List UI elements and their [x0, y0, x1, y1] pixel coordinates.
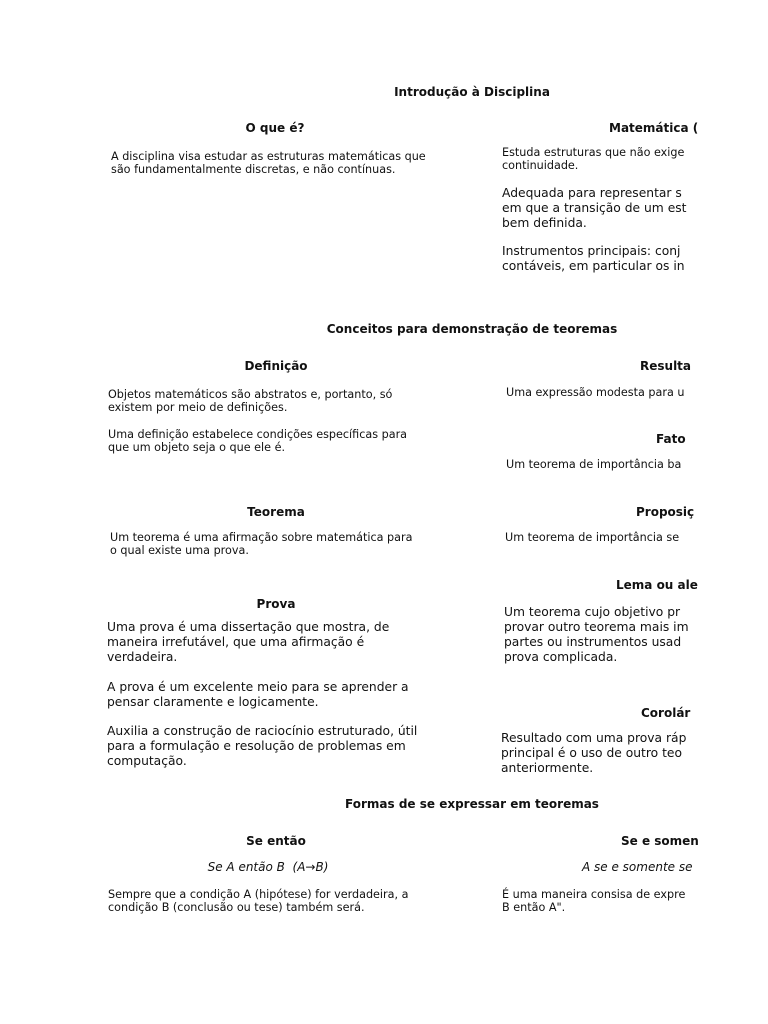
- section-title-formas: Formas de se expressar em teoremas: [345, 797, 599, 811]
- text-teorema: Um teorema é uma afirmação sobre matemática para o qual existe uma prova.: [110, 531, 413, 557]
- heading-lema: Lema ou ale: [616, 578, 698, 592]
- text-se-entao: Sempre que a condição A (hipótese) for verdadeira, a condição B (conclusão ou tese) também será.: [108, 888, 409, 914]
- text-corolario: Resultado com uma prova ráp principal é o uso de outro teo anteriormente.: [501, 731, 687, 775]
- heading-proposicao: Proposiç: [636, 505, 695, 519]
- heading-teorema: Teorema: [247, 505, 305, 519]
- text-prova-p3: Auxilia a construção de raciocínio estruturado, útil para a formulação e resolução de problemas em computação.: [107, 724, 418, 768]
- text-prova-p1: Uma prova é uma dissertação que mostra, de maneira irrefutável, que uma afirmação é verdadeira.: [107, 620, 390, 664]
- text-lema: Um teorema cujo objetivo pr provar outro teorema mais im partes ou instrumentos usad prova complicada.: [504, 605, 689, 664]
- text-prova-p2: A prova é um excelente meio para se aprender a pensar claramente e logicamente.: [107, 680, 409, 709]
- heading-o-que-e: O que é?: [245, 121, 305, 135]
- formula-se-e-somente-se: A se e somente se: [582, 860, 693, 874]
- heading-resultado: Resulta: [640, 359, 692, 373]
- text-resultado: Uma expressão modesta para u: [506, 386, 685, 399]
- text-matematica-p1: Estuda estruturas que não exige continuidade.: [502, 146, 685, 172]
- heading-se-entao: Se então: [246, 834, 306, 848]
- text-matematica-p3: Instrumentos principais: conj contáveis, em particular os in: [502, 244, 685, 273]
- heading-fato: Fato: [656, 432, 686, 446]
- text-definicao-p1: Objetos matemáticos são abstratos e, portanto, só existem por meio de definições.: [108, 388, 393, 414]
- text-matematica-p2: Adequada para representar s em que a transição de um est bem definida.: [502, 186, 687, 230]
- formula-se-entao: Se A então B (A→B): [207, 860, 329, 874]
- text-se-e-somente-se: É uma maneira consisa de expre B então A".: [502, 888, 686, 914]
- text-o-que-e: A disciplina visa estudar as estruturas matemáticas que são fundamentalmente discretas, e não contínuas.: [111, 150, 426, 176]
- heading-corolario: Corolár: [641, 706, 691, 720]
- heading-matematica: Matemática (: [609, 121, 699, 135]
- section-title-intro: Introdução à Disciplina: [394, 85, 550, 99]
- heading-se-e-somente-se: Se e somen: [621, 834, 699, 848]
- section-title-conceitos: Conceitos para demonstração de teoremas: [326, 322, 618, 336]
- text-definicao-p2: Uma definição estabelece condições específicas para que um objeto seja o que ele é.: [108, 428, 408, 454]
- heading-definicao: Definição: [244, 359, 308, 373]
- text-proposicao: Um teorema de importância se: [505, 531, 680, 544]
- heading-prova: Prova: [256, 597, 296, 611]
- text-fato: Um teorema de importância ba: [506, 458, 682, 471]
